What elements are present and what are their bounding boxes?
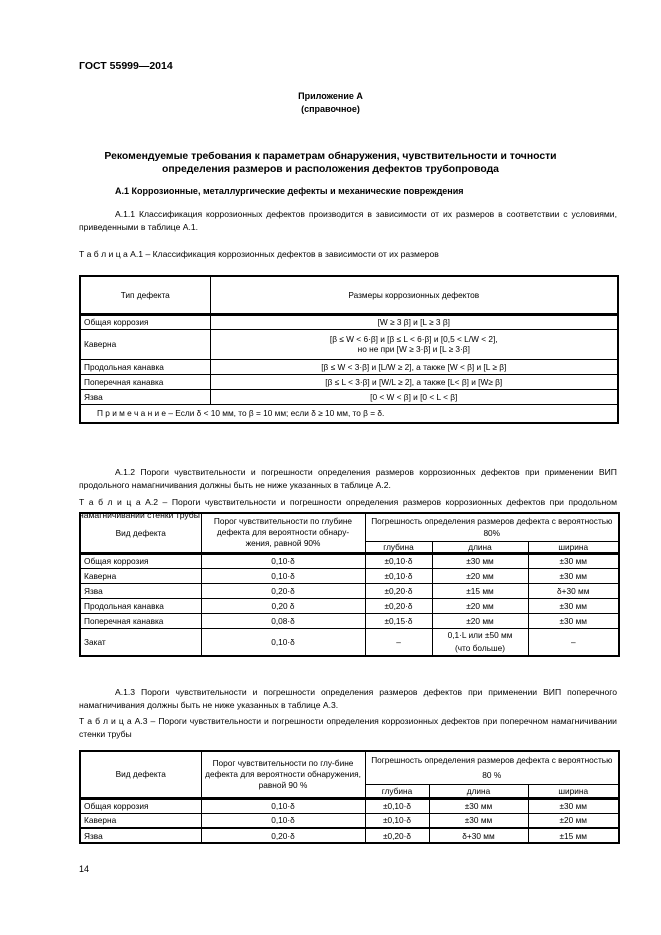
threshold: 0,10·δ (201, 628, 365, 656)
table-a3-header-error: Погрешность определения размеров дефекта с вероятностью 80 % (365, 751, 619, 784)
defect-size-line2: но не при [W ≥ 3·β] и [L ≥ 3·β] (357, 344, 470, 354)
table-a3-caption: Т а б л и ц а А.3 – Пороги чувствительности и погрешности определения коррозионных дефектов при поперечном намагничивании стенки трубы (79, 716, 617, 739)
defect-size: [β ≤ W < 3·β] и [L/W ≥ 2], а также [W < β] и [L ≥ β] (210, 359, 618, 374)
table-a3-header-row (80, 751, 619, 784)
table-a2-header-type: Вид дефекта (80, 513, 201, 553)
table-row (80, 374, 618, 389)
main-title (0, 150, 661, 176)
paragraph-a11 (79, 208, 617, 234)
defect-type: Язва (80, 828, 201, 843)
depth-error: ±0,10·δ (365, 568, 432, 583)
defect-type: Продольная канавка (80, 598, 201, 613)
table-a2-header-row (80, 513, 619, 541)
table-a3-header-type: Вид дефекта (80, 751, 201, 798)
paragraph-a13 (79, 686, 617, 712)
depth-error: ±0,15·δ (365, 613, 432, 628)
defect-size: [W ≥ 3 β] и [L ≥ 3 β] (210, 314, 618, 329)
table-a2-header-length: длина (432, 541, 528, 553)
threshold: 0,10·δ (201, 813, 365, 828)
table-a3-header-length: длина (429, 784, 528, 798)
defect-type: Каверна (80, 813, 201, 828)
section-heading-a1: А.1 Коррозионные, металлургические дефекты и механические повреждения (115, 186, 464, 196)
defect-type: Каверна (80, 329, 210, 359)
table-row (80, 389, 618, 404)
depth-error: – (365, 628, 432, 656)
table-row (80, 828, 619, 843)
length-error-line2: (что больше) (454, 642, 506, 653)
table-a1-header-type: Тип дефекта (80, 276, 210, 314)
length-error (432, 628, 528, 656)
width-error: ±30 мм (528, 598, 619, 613)
table-a1-note: П р и м е ч а н и е – Если δ < 10 мм, то β = 10 мм; если δ ≥ 10 мм, то β = δ. (80, 404, 618, 423)
width-error: ±30 мм (528, 568, 619, 583)
length-error: ±30 мм (429, 813, 528, 828)
defect-type: Закат (80, 628, 201, 656)
table-row (80, 813, 619, 828)
table-row (80, 583, 619, 598)
length-error: ±30 мм (429, 798, 528, 813)
length-error: ±15 мм (432, 583, 528, 598)
length-error: ±20 мм (432, 568, 528, 583)
defect-size-line1: [β ≤ W < 6·β] и [β ≤ L < 6·β] и [0,5 < L/W < 2], (329, 334, 498, 344)
defect-type: Язва (80, 389, 210, 404)
paragraph-a12 (79, 466, 617, 492)
table-row (80, 598, 619, 613)
width-error: δ+30 мм (528, 583, 619, 598)
table-row (80, 798, 619, 813)
table-a3-header-threshold: Порог чувствительности по глу-бине дефекта для вероятности обнаружения, равной 90 % (201, 751, 365, 798)
threshold: 0,20 δ (201, 598, 365, 613)
page-number: 14 (79, 864, 90, 874)
threshold: 0,08·δ (201, 613, 365, 628)
defect-type: Поперечная канавка (80, 613, 201, 628)
appendix-title: Приложение А (298, 91, 363, 101)
table-a2-caption: Т а б л и ц а А.2 – Пороги чувствительности и погрешности определения размеров коррозионных дефектов при продольном намагничивании стенки трубы (79, 497, 617, 520)
depth-error: ±0,20·δ (365, 583, 432, 598)
threshold: 0,10·δ (201, 798, 365, 813)
table-row (80, 359, 618, 374)
threshold: 0,20·δ (201, 828, 365, 843)
table-a1-caption: Т а б л и ц а А.1 – Классификация коррозионных дефектов в зависимости от их размеров (79, 249, 439, 259)
length-error: ±30 мм (432, 553, 528, 568)
table-row (80, 329, 618, 359)
table-a1-header-row (80, 276, 618, 314)
depth-error: ±0,10·δ (365, 813, 429, 828)
table-a3-header-depth: глубина (365, 784, 429, 798)
width-error: ±30 мм (528, 798, 619, 813)
table-row (80, 314, 618, 329)
depth-error: ±0,20·δ (365, 598, 432, 613)
defect-size: [β ≤ L < 3·β] и [W/L ≥ 2], а также [L< β] и [W≥ β] (210, 374, 618, 389)
width-error: ±30 мм (528, 553, 619, 568)
width-error: – (528, 628, 619, 656)
defect-type: Продольная канавка (80, 359, 210, 374)
depth-error: ±0,10·δ (365, 798, 429, 813)
length-error: ±20 мм (432, 613, 528, 628)
table-row (80, 628, 619, 656)
appendix-subtitle: (справочное) (301, 104, 360, 114)
defect-size: [0 < W < β] и [0 < L < β] (210, 389, 618, 404)
table-row (80, 553, 619, 568)
table-a2-header-width: ширина (528, 541, 619, 553)
main-title-line2: определения размеров и расположения дефектов трубопровода (162, 164, 499, 175)
defect-type: Поперечная канавка (80, 374, 210, 389)
defect-type: Язва (80, 583, 201, 598)
table-a2-header-error: Погрешность определения размеров дефекта с вероятностью 80% (365, 513, 619, 541)
threshold: 0,20·δ (201, 583, 365, 598)
paragraph-a13-text: А.1.3 Пороги чувствительности и погрешности определения размеров дефектов при применении ВИП поперечного намагничивания должны быть не ниже указанных в таблице А.3. (79, 687, 617, 710)
defect-type: Общая коррозия (80, 798, 201, 813)
table-a3 (79, 750, 620, 844)
table-a1 (79, 275, 619, 424)
defect-type: Каверна (80, 568, 201, 583)
width-error: ±20 мм (528, 813, 619, 828)
table-a2 (79, 512, 620, 657)
table-a3-header-width: ширина (528, 784, 619, 798)
length-error: ±20 мм (432, 598, 528, 613)
table-row (80, 568, 619, 583)
paragraph-a11-text: А.1.1 Классификация коррозионных дефектов производится в зависимости от их размеров в соответствии с условиями, приведенными в таблице А.1. (79, 209, 617, 232)
depth-error: ±0,20·δ (365, 828, 429, 843)
table-row (80, 613, 619, 628)
document-id: ГОСТ 55999—2014 (79, 60, 173, 72)
paragraph-a12-text: А.1.2 Пороги чувствительности и погрешности определения размеров коррозионных дефектов при применении ВИП продольного намагничивания должны быть не ниже указанных в таблице А.2. (79, 467, 617, 490)
table-a1-note-row (80, 404, 618, 423)
table-a1-header-size: Размеры коррозионных дефектов (210, 276, 618, 314)
main-title-line1: Рекомендуемые требования к параметрам обнаружения, чувствительности и точности (104, 151, 557, 162)
width-error: ±15 мм (528, 828, 619, 843)
defect-size (210, 329, 618, 359)
length-error: δ+30 мм (429, 828, 528, 843)
depth-error: ±0,10·δ (365, 553, 432, 568)
width-error: ±30 мм (528, 613, 619, 628)
threshold: 0,10·δ (201, 553, 365, 568)
table-a2-header-depth: глубина (365, 541, 432, 553)
threshold: 0,10·δ (201, 568, 365, 583)
table-a2-header-threshold: Порог чувствительности по глубине дефекта для вероятности обнару-жения, равной 90% (201, 513, 365, 553)
length-error-line1: 0,1·L или ±50 мм (447, 629, 513, 640)
defect-type: Общая коррозия (80, 314, 210, 329)
defect-type: Общая коррозия (80, 553, 201, 568)
